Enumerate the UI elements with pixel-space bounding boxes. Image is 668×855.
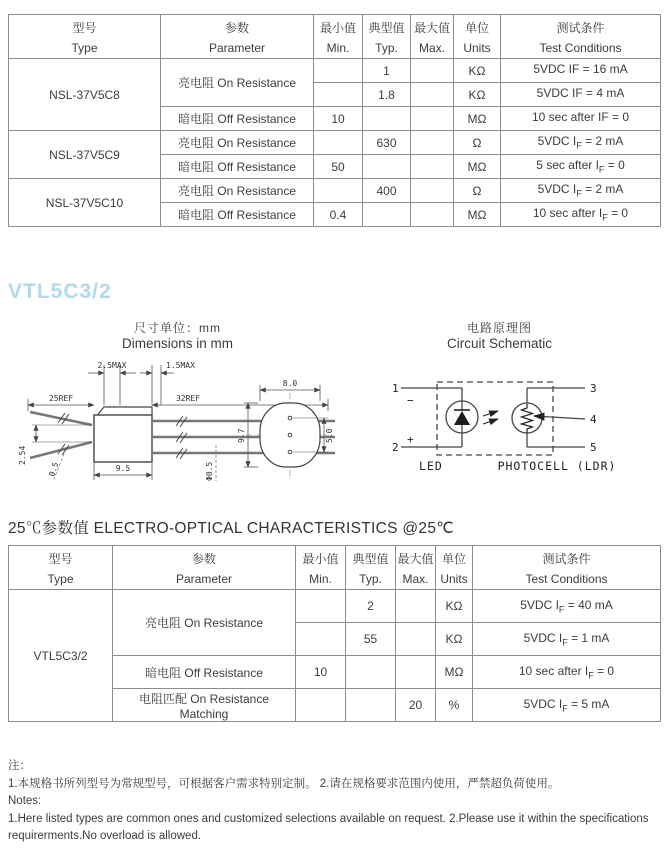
notes-en-line-2: requirerments.No overload is allowed. bbox=[8, 830, 202, 842]
dim-label-2-54: 2.54 bbox=[18, 445, 27, 465]
col-header-min: 最小值 Min. bbox=[314, 15, 363, 59]
pin-1-label: 1 bbox=[392, 382, 399, 395]
cell-typ bbox=[363, 107, 411, 131]
cell-typ bbox=[346, 656, 396, 689]
cell-units: KΩ bbox=[454, 83, 501, 107]
col-header-type: 型号 Type bbox=[9, 15, 161, 59]
cell-units: MΩ bbox=[454, 203, 501, 227]
cell-type: NSL-37V5C9 bbox=[9, 131, 161, 179]
dim-label-9-7: 9.7 bbox=[237, 428, 246, 443]
dimensions-drawing bbox=[8, 357, 348, 492]
table-row bbox=[9, 59, 661, 83]
cell-min bbox=[314, 59, 363, 83]
cell-conditions: 5VDC $I_F = 2$ mA bbox=[501, 179, 661, 203]
col-header-parameter: 参数 Parameter bbox=[113, 546, 296, 590]
cell-units: Ω bbox=[454, 179, 501, 203]
cell-conditions: 5VDC $I_F = 40$ mA bbox=[473, 590, 661, 623]
cell-min bbox=[296, 689, 346, 722]
dim-label-8-0: 8.0 bbox=[282, 379, 298, 388]
cell-parameter: 暗电阻 Off Resistance bbox=[161, 107, 314, 131]
table-row bbox=[9, 131, 661, 155]
dim-label-9-5: 9.5 bbox=[115, 464, 131, 473]
cell-min: 10 bbox=[314, 107, 363, 131]
cell-parameter: 电阻匹配 On Resistance Matching bbox=[113, 689, 296, 722]
cell-conditions: 5VDC $I_F = 1$ mA bbox=[473, 623, 661, 656]
cell-min bbox=[314, 131, 363, 155]
cell-parameter: 亮电阻 On Resistance bbox=[161, 179, 314, 203]
cell-max: 20 bbox=[396, 689, 436, 722]
notes-block bbox=[8, 758, 660, 846]
cell-units: KΩ bbox=[454, 59, 501, 83]
notes-zh-label: 注： bbox=[8, 760, 31, 772]
dim-label-32ref: 32REF bbox=[175, 394, 201, 403]
cell-type: NSL-37V5C8 bbox=[9, 59, 161, 131]
col-header-parameter: 参数 Parameter bbox=[161, 15, 314, 59]
schematic-caption-en: Circuit Schematic bbox=[446, 336, 553, 351]
pin-4-label: 4 bbox=[590, 413, 597, 426]
cell-conditions: 10 sec after $I_F = 0$ bbox=[501, 203, 661, 227]
table-row bbox=[9, 590, 661, 623]
cell-parameter: 亮电阻 On Resistance bbox=[161, 59, 314, 107]
dim-label-0-5: 0.5 bbox=[47, 461, 61, 478]
vtl-spec-table bbox=[8, 545, 661, 722]
cell-conditions: 10 sec after $I_F = 0$ bbox=[473, 656, 661, 689]
cell-max bbox=[396, 656, 436, 689]
col-header-conditions: 测试条件 Test Conditions bbox=[473, 546, 661, 590]
table-header-row bbox=[9, 546, 661, 590]
cell-typ bbox=[363, 155, 411, 179]
cell-typ: 400 bbox=[363, 179, 411, 203]
cell-max bbox=[411, 131, 454, 155]
cell-min: 10 bbox=[296, 656, 346, 689]
cell-conditions: 5VDC $I_F = 5$ mA bbox=[473, 689, 661, 722]
notes-zh-line: 1.本规格书所列型号为常规型号，可根据客户需求特别定制。 2.请在规格要求范围内使用，严禁超负荷使用。 bbox=[8, 777, 560, 790]
dim-label-5-0: 5.0 bbox=[325, 428, 334, 443]
pin-5-label: 5 bbox=[590, 441, 597, 454]
characteristics-heading: 25℃参数值 ELECTRO-OPTICAL CHARACTERISTICS @25℃ bbox=[8, 520, 454, 537]
cell-min bbox=[296, 623, 346, 656]
cell-conditions: 5VDC IF = 4 mA bbox=[501, 83, 661, 107]
col-header-units: 单位 Units bbox=[436, 546, 473, 590]
minus-sign: − bbox=[407, 394, 414, 407]
cell-units: % bbox=[436, 689, 473, 722]
dim-label-phi0-5: Φ0.5 bbox=[205, 461, 214, 481]
col-header-typ: 典型值 Typ. bbox=[363, 15, 411, 59]
cell-max bbox=[396, 623, 436, 656]
cell-type: NSL-37V5C10 bbox=[9, 179, 161, 227]
notes-en-label: Notes: bbox=[8, 795, 42, 807]
notes-en-line-1: 1.Here listed types are common ones and customized selections available on request. 2.Please use it within the specifications bbox=[8, 812, 649, 825]
cell-type: VTL5C3/2 bbox=[9, 590, 113, 722]
cell-typ bbox=[363, 203, 411, 227]
cell-max bbox=[411, 155, 454, 179]
cell-typ: 55 bbox=[346, 623, 396, 656]
cell-typ: 630 bbox=[363, 131, 411, 155]
cell-conditions: 10 sec after IF = 0 bbox=[501, 107, 661, 131]
cell-min: 50 bbox=[314, 155, 363, 179]
cell-units: KΩ bbox=[436, 623, 473, 656]
table-row bbox=[9, 179, 661, 203]
nsl-spec-table bbox=[8, 14, 661, 227]
dimensions-caption-zh: 尺寸单位：mm bbox=[134, 321, 221, 335]
cell-units: MΩ bbox=[436, 656, 473, 689]
cell-max bbox=[411, 179, 454, 203]
schematic-caption-zh: 电路原理图 bbox=[466, 321, 532, 335]
cell-max bbox=[396, 590, 436, 623]
dim-label-25ref: 25REF bbox=[48, 394, 74, 403]
plus-sign: + bbox=[407, 433, 414, 446]
cell-units: MΩ bbox=[454, 107, 501, 131]
col-header-typ: 典型值 Typ. bbox=[346, 546, 396, 590]
cell-max bbox=[411, 107, 454, 131]
dim-label-2-5max: 2.5MAX bbox=[97, 361, 127, 370]
cell-units: Ω bbox=[454, 131, 501, 155]
cell-parameter: 暗电阻 Off Resistance bbox=[113, 656, 296, 689]
cell-max bbox=[411, 59, 454, 83]
model-heading: VTL5C3/2 bbox=[8, 280, 112, 303]
pin-3-label: 3 bbox=[590, 382, 597, 395]
cell-min bbox=[314, 179, 363, 203]
col-header-conditions: 测试条件 Test Conditions bbox=[501, 15, 661, 59]
col-header-max: 最大值 Max. bbox=[396, 546, 436, 590]
cell-max bbox=[411, 83, 454, 107]
dimensions-caption-en: Dimensions in mm bbox=[121, 336, 234, 351]
cell-conditions: 5 sec after $I_F = 0$ bbox=[501, 155, 661, 179]
cell-conditions: 5VDC IF = 16 mA bbox=[501, 59, 661, 83]
cell-typ: 1 bbox=[363, 59, 411, 83]
col-header-units: 单位 Units bbox=[454, 15, 501, 59]
led-label: LED bbox=[419, 459, 443, 473]
table-header-row bbox=[9, 15, 661, 59]
cell-parameter: 亮电阻 On Resistance bbox=[161, 131, 314, 155]
cell-typ: 2 bbox=[346, 590, 396, 623]
col-header-type: 型号 Type bbox=[9, 546, 113, 590]
cell-min bbox=[314, 83, 363, 107]
cell-conditions: 5VDC $I_F = 2$ mA bbox=[501, 131, 661, 155]
cell-min: 0.4 bbox=[314, 203, 363, 227]
cell-typ: 1.8 bbox=[363, 83, 411, 107]
pin-2-label: 2 bbox=[392, 441, 399, 454]
dim-label-1-5max: 1.5MAX bbox=[166, 361, 195, 370]
col-header-max: 最大值 Max. bbox=[411, 15, 454, 59]
photocell-label: PHOTOCELL (LDR) bbox=[497, 459, 617, 473]
col-header-min: 最小值 Min. bbox=[296, 546, 346, 590]
cell-min bbox=[296, 590, 346, 623]
cell-parameter: 亮电阻 On Resistance bbox=[113, 590, 296, 656]
cell-max bbox=[411, 203, 454, 227]
cell-units: KΩ bbox=[436, 590, 473, 623]
dimensions-caption bbox=[90, 320, 265, 352]
cell-parameter: 暗电阻 Off Resistance bbox=[161, 155, 314, 179]
circuit-schematic bbox=[385, 373, 620, 478]
cell-units: MΩ bbox=[454, 155, 501, 179]
cell-typ bbox=[346, 689, 396, 722]
cell-parameter: 暗电阻 Off Resistance bbox=[161, 203, 314, 227]
schematic-caption bbox=[412, 320, 587, 352]
